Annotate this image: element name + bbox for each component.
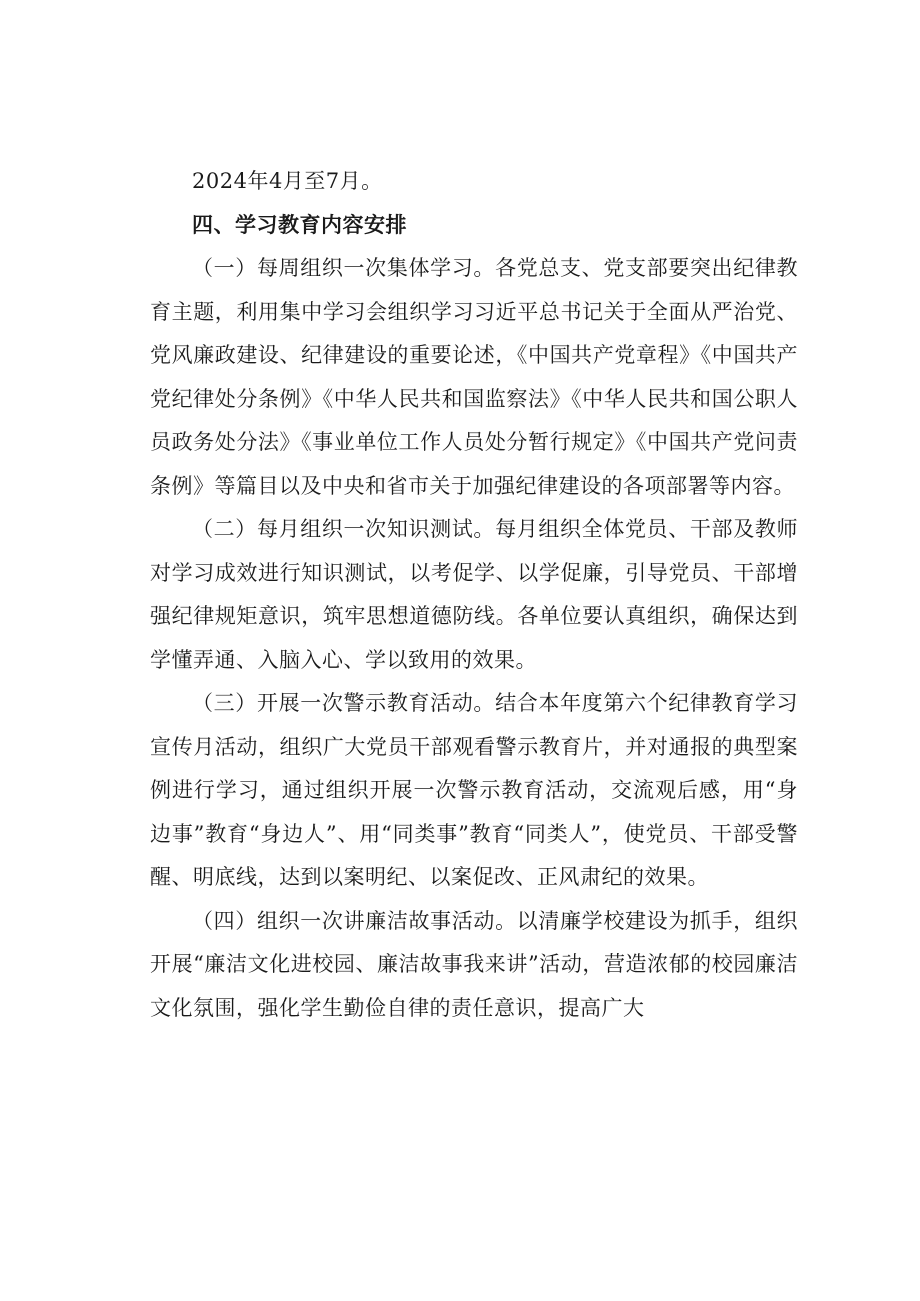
section-heading: 四、学习教育内容安排 xyxy=(192,212,407,237)
date-line: 2024年4月至7月。 xyxy=(192,169,383,193)
paragraph-3: （三）开展一次警示教育活动。结合本年度第六个纪律教育学习宣传月活动，组织广大党员干部观看警示教育片，并对通报的典型案例进行学习，通过组织开展一次警示教育活动，交流观后感，用“身边事”教育“身边人”、用“同类事”教育“同类人”，使党员、干部受警醒、明底线，达到以案明纪、以案促改、正风肃纪的效果。 xyxy=(150,691,798,889)
document-body xyxy=(150,160,798,1030)
paragraph-1: （一）每周组织一次集体学习。各党总支、党支部要突出纪律教育主题，利用集中学习会组织学习习近平总书记关于全面从严治党、党风廉政建设、纪律建设的重要论述，《中国共产党章程》《中国共产党纪律处分条例》《中华人民共和国监察法》《中华人民共和国公职人员政务处分法》《事业单位工作人员处分暂行规定》《中国共产党问责条例》等篇目以及中央和省市关于加强纪律建设的各项部署等内容。 xyxy=(150,256,798,498)
paragraph-4: （四）组织一次讲廉洁故事活动。以清廉学校建设为抓手，组织开展“廉洁文化进校园、廉洁故事我来讲”活动，营造浓郁的校园廉洁文化氛围，强化学生勤俭自律的责任意识，提高广大 xyxy=(150,908,798,1020)
paragraph-2: （二）每月组织一次知识测试。每月组织全体党员、干部及教师对学习成效进行知识测试，以考促学、以学促廉，引导党员、干部增强纪律规矩意识，筑牢思想道德防线。各单位要认真组织，确保达到学懂弄通、入脑入心、学以致用的效果。 xyxy=(150,517,798,672)
